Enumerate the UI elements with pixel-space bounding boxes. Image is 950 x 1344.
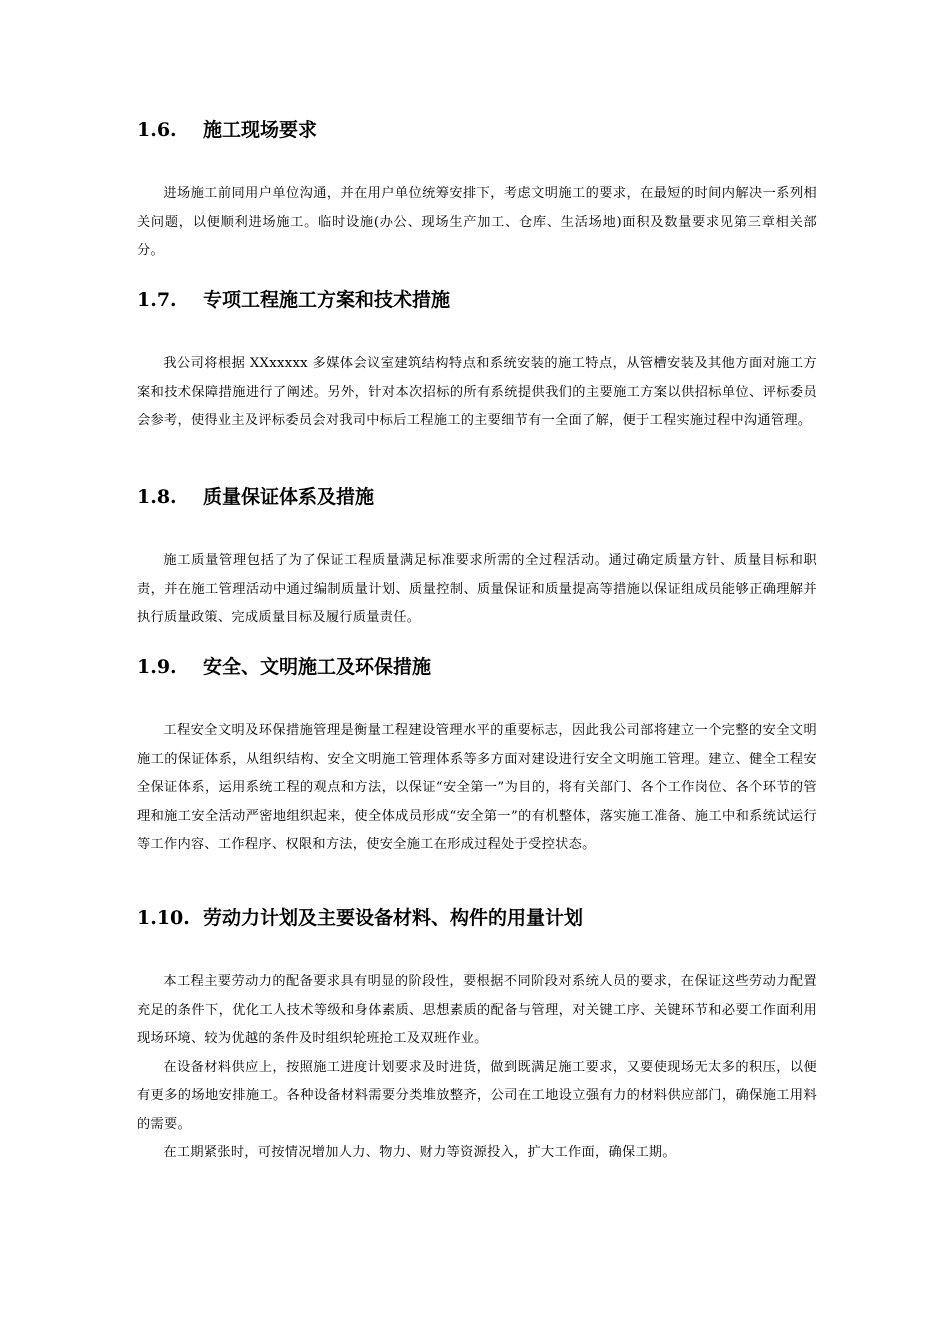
paragraph: 本工程主要劳动力的配备要求具有明显的阶段性，要根据不同阶段对系统人员的要求，在保证这些劳动力配置充足的条件下，优化工人技术等级和身体素质、思想素质的配备与管理，对关键工序、关键环节和必要工作面利用现场环境、较为优越的条件及时组织轮班抢工及双班作业。 [137, 974, 817, 1046]
section-number: 1.9. [137, 656, 177, 678]
section-1-7 [137, 288, 817, 436]
section-1-9 [137, 655, 817, 860]
paragraph: 施工质量管理包括了为了保证工程质量满足标准要求所需的全过程活动。通过确定质量方针、质量目标和职责，并在施工管理活动中通过编制质量计划、质量控制、质量保证和质量提高等措施以保证组成员能够正确理解并执行质量政策、完成质量目标及履行质量责任。 [137, 553, 817, 625]
section-1-8 [137, 485, 817, 633]
section-title: 劳动力计划及主要设备材料、构件的用量计划 [203, 907, 584, 929]
section-heading [137, 655, 817, 679]
section-number: 1.8. [137, 486, 177, 508]
paragraph: 在设备材料供应上，按照施工进度计划要求及时进货，做到既满足施工要求，又要使现场无太多的积压，以便有更多的场地安排施工。各种设备材料需要分类堆放整齐，公司在工地设立强有力的材料供应部门，确保施工用料的需要。 [137, 1059, 817, 1132]
section-1-6 [137, 118, 817, 266]
section-number: 1.7. [137, 289, 177, 311]
section-number: 1.6. [137, 119, 177, 141]
paragraph: 工程安全文明及环保措施管理是衡量工程建设管理水平的重要标志，因此我公司部将建立一个完整的安全文明施工的保证体系，从组织结构、安全文明施工管理体系等多方面对建设进行安全文明施工管理。建立、健全工程安全保证体系，运用系统工程的观点和方法，以保证“安全第一”为目的，将有关部门、各个工作岗位、各个环节的管理和施工安全活动严密地组织起来，使全体成员形成“安全第一”的有机整体，落实施工准备、施工中和系统试运行等工作内容、工作程序、权限和方法，使安全施工在形成过程处于受控状态。 [137, 723, 817, 852]
section-1-10 [137, 906, 817, 1168]
paragraph: 我公司将根据 XXxxxxx 多媒体会议室建筑结构特点和系统安装的施工特点，从管槽安装及其他方面对施工方案和技术保障措施进行了阐述。另外，针对本次招标的所有系统提供我们的主要施工方案以供招标单位、评标委员会参考，使得业主及评标委员会对我司中标后工程施工的主要细节有一全面了解，便于工程实施过程中沟通管理。 [137, 356, 817, 428]
section-title: 安全、文明施工及环保措施 [203, 656, 432, 678]
section-heading [137, 906, 817, 930]
section-heading [137, 485, 817, 509]
paragraph: 进场施工前同用户单位沟通，并在用户单位统筹安排下，考虑文明施工的要求，在最短的时间内解决一系列相关问题，以便顺利进场施工。临时设施(办公、现场生产加工、仓库、生活场地)面积及数量要求见第三章相关部分。 [137, 186, 817, 258]
section-title: 施工现场要求 [203, 119, 318, 141]
section-heading [137, 288, 817, 312]
paragraph: 在工期紧张时，可按情况增加人力、物力、财力等资源投入，扩大工作面，确保工期。 [163, 1145, 676, 1160]
section-heading [137, 118, 817, 142]
section-number: 1.10. [137, 907, 190, 929]
section-title: 质量保证体系及措施 [203, 486, 375, 508]
section-title: 专项工程施工方案和技术措施 [203, 289, 451, 311]
